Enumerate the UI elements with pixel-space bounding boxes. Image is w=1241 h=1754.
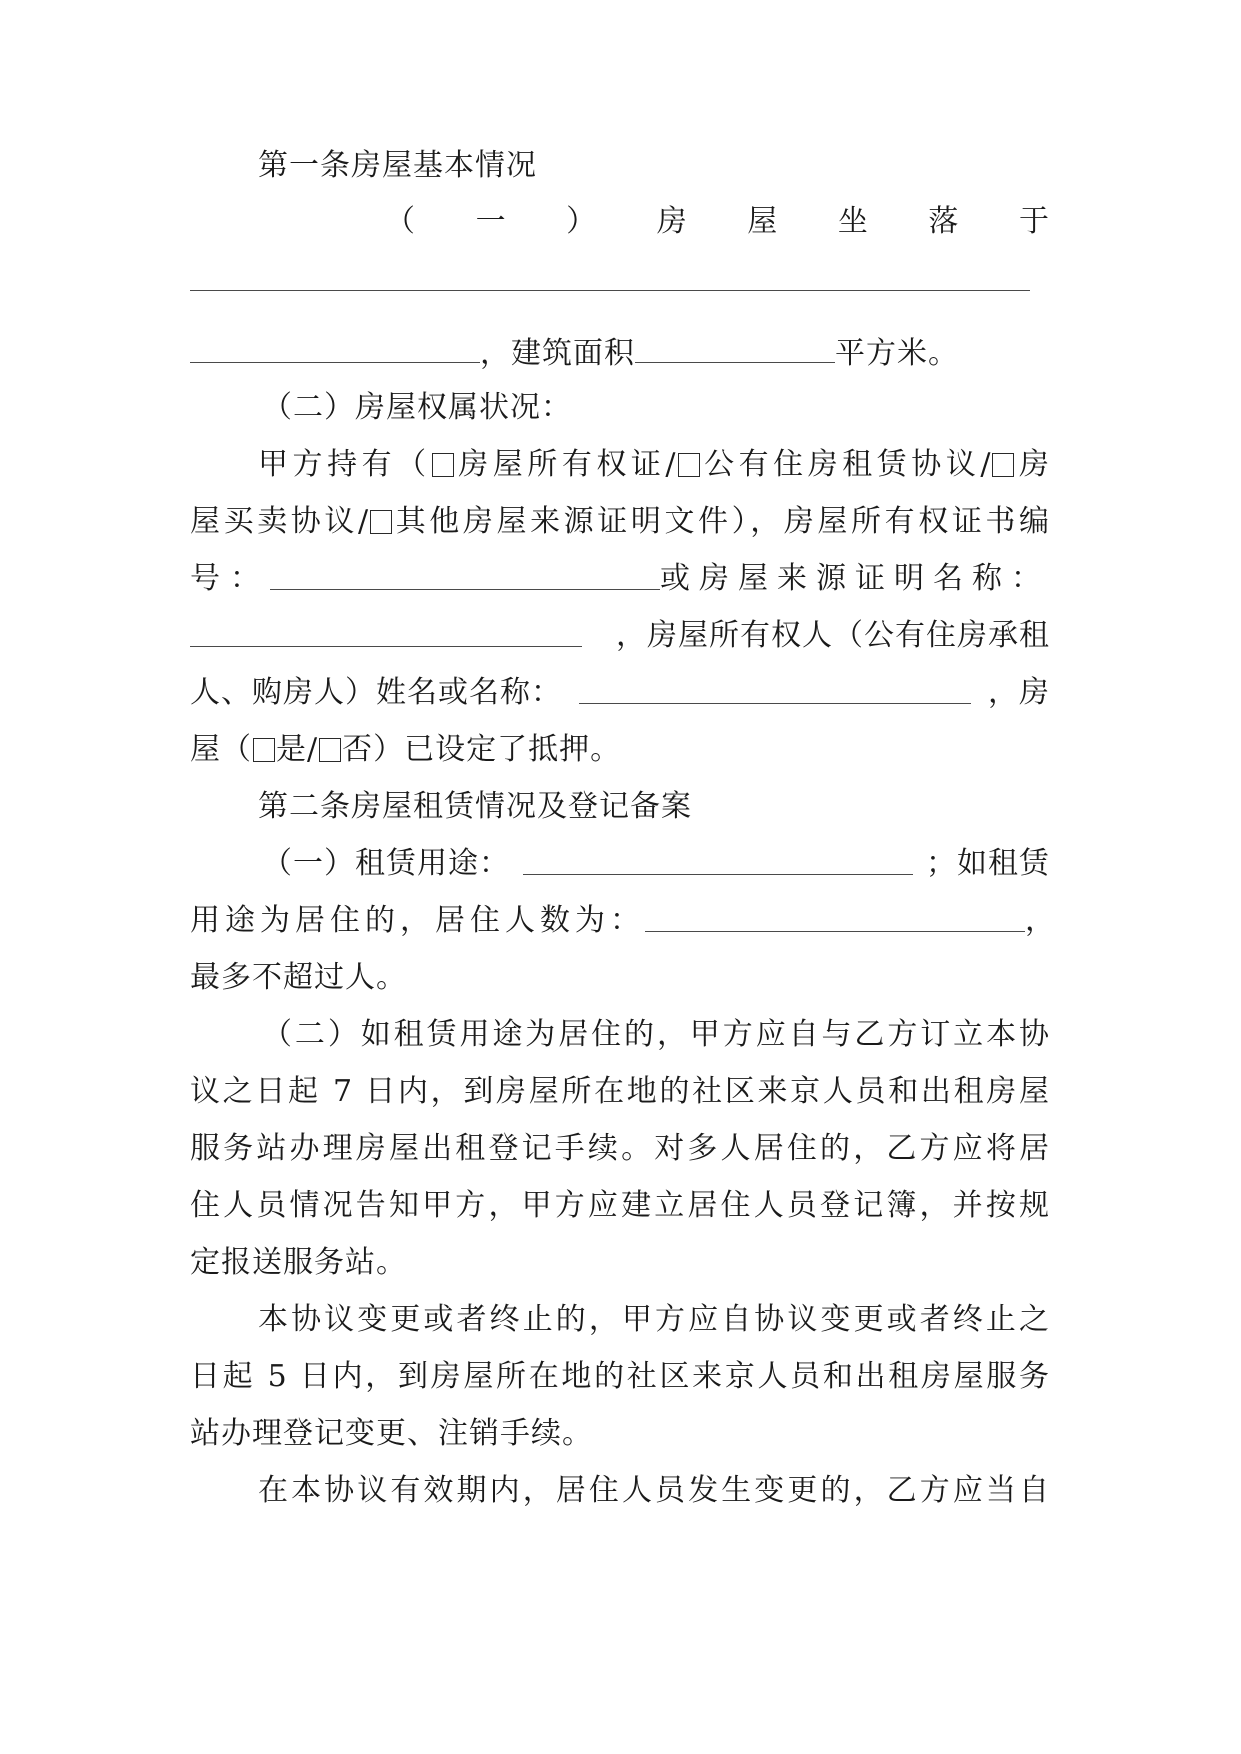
max-occupants-text: 最多不超过人。 — [190, 960, 407, 995]
occupants-label: 用途为居住的，居住人数为： — [190, 903, 645, 938]
mortgage-yes-label: 是/ — [276, 732, 319, 767]
change-line-3 — [190, 1414, 1050, 1454]
area-label: ，建筑面积 — [480, 336, 635, 371]
area-unit: 平方米。 — [835, 336, 959, 371]
use-text: ；如租赁 — [926, 846, 1050, 881]
change-line-1 — [258, 1300, 1050, 1340]
location-char: 一 — [475, 204, 507, 239]
registration-line-5 — [190, 1243, 1050, 1283]
location-char: ） — [566, 204, 598, 239]
use-line-3 — [190, 958, 1050, 998]
use-text: ， — [1025, 903, 1056, 938]
article-2-heading — [258, 787, 1050, 827]
registration-text: 定报送服务站。 — [190, 1245, 407, 1280]
checkbox-mortgage-yes[interactable] — [253, 738, 275, 762]
checkbox-other-proof[interactable] — [370, 510, 392, 534]
owner-label: ，房屋所有权人（公有住房承租 — [616, 618, 1050, 653]
article-1-heading-text: 第一条房屋基本情况 — [258, 148, 537, 183]
use-line-2 — [190, 901, 1056, 941]
location-char: （ — [385, 204, 416, 239]
registration-text: 议之日起 7 日内，到房屋所在地的社区来京人员和出租房屋 — [190, 1074, 1050, 1109]
occupants-blank[interactable] — [645, 901, 1025, 932]
ownership-option-label: 房 — [1015, 447, 1051, 482]
ownership-line-3 — [190, 559, 1050, 599]
owner-name-label: 人、购房人）姓名或名称： — [190, 675, 562, 710]
registration-line-2 — [190, 1072, 1050, 1112]
use-label: （一）租赁用途： — [262, 846, 510, 881]
mortgage-no-label: 否）已设定了抵押。 — [342, 732, 622, 767]
location-char: 房 — [656, 204, 688, 239]
checkbox-public-housing[interactable] — [678, 453, 700, 477]
ownership-line-4 — [190, 616, 1050, 656]
registration-line-3 — [190, 1129, 1050, 1169]
ownership-option-label: 房屋所有权证/ — [454, 447, 677, 482]
ownership-heading — [262, 388, 1054, 428]
registration-text: 服务站办理房屋出租登记手续。对多人居住的，乙方应将居 — [190, 1131, 1050, 1166]
location-char: 于 — [1018, 204, 1050, 239]
change-text: 日起 5 日内，到房屋所在地的社区来京人员和出租房屋服务 — [190, 1359, 1050, 1394]
ownership-text: 屋买卖协议/ — [190, 504, 370, 539]
occupant-change-text: 在本协议有效期内，居住人员发生变更的，乙方应当自 — [258, 1473, 1050, 1508]
cert-number-blank[interactable] — [270, 559, 660, 590]
location-char: 落 — [928, 204, 960, 239]
proof-name-blank[interactable] — [190, 616, 582, 647]
location-char: 屋 — [747, 204, 779, 239]
registration-text: （二）如租赁用途为居住的，甲方应自与乙方订立本协 — [262, 1017, 1050, 1052]
checkbox-purchase-agreement[interactable] — [992, 453, 1014, 477]
location-blank-continued[interactable] — [190, 332, 480, 363]
checkbox-mortgage-no[interactable] — [319, 738, 341, 762]
ownership-option-label: 其他房屋来源证明文件），房屋所有权证书编 — [393, 504, 1051, 539]
change-line-2 — [190, 1357, 1050, 1397]
use-line-1 — [262, 844, 1050, 884]
ownership-line-6 — [190, 730, 1050, 770]
change-text: 站办理登记变更、注销手续。 — [190, 1416, 593, 1451]
registration-line-4 — [190, 1186, 1050, 1226]
proof-name-label: 或房屋来源证明名称： — [660, 561, 1050, 596]
ownership-text: ，房 — [988, 675, 1050, 710]
location-clause — [385, 202, 1050, 242]
article-1-heading — [258, 146, 1050, 186]
location-blank[interactable] — [190, 290, 1030, 291]
owner-name-blank[interactable] — [579, 673, 971, 704]
registration-line-1 — [262, 1015, 1050, 1055]
occupant-change-line-1 — [258, 1471, 1050, 1511]
ownership-text: 甲方持有（ — [258, 447, 431, 482]
ownership-option-label: 公有住房租赁协议/ — [700, 447, 992, 482]
cert-number-label: 号： — [190, 561, 270, 596]
area-line — [190, 332, 1050, 374]
ownership-line-2 — [190, 502, 1050, 542]
use-blank[interactable] — [523, 844, 913, 875]
article-2-heading-text: 第二条房屋租赁情况及登记备案 — [258, 789, 692, 824]
area-blank[interactable] — [635, 332, 835, 363]
location-char: 坐 — [837, 204, 869, 239]
ownership-heading-text: （二）房屋权属状况： — [262, 390, 572, 425]
ownership-text: 屋（ — [190, 732, 252, 767]
change-text: 本协议变更或者终止的，甲方应自协议变更或者终止之 — [258, 1302, 1050, 1337]
ownership-line-5 — [190, 673, 1050, 713]
registration-text: 住人员情况告知甲方，甲方应建立居住人员登记簿，并按规 — [190, 1188, 1050, 1223]
checkbox-ownership-cert[interactable] — [432, 453, 454, 477]
ownership-line-1 — [258, 445, 1050, 485]
